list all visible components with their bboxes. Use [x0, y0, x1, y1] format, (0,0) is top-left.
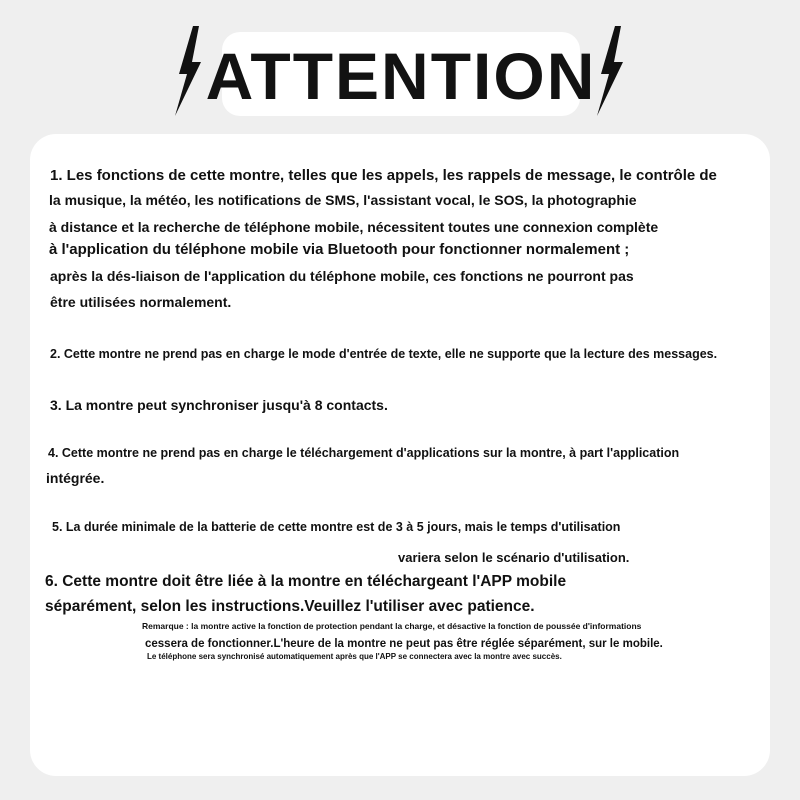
notice-item-5-line-2: variera selon le scénario d'utilisation. [398, 550, 630, 565]
page-title: ATTENTION [205, 39, 597, 113]
remark-line-1: Remarque : la montre active la fonction de protection pendant la charge, et désactive la fonction de poussée d'informations [142, 621, 642, 631]
notice-item-1-line-4: à l'application du téléphone mobile via Bluetooth pour fonctionner normalement ; [49, 241, 630, 258]
lightning-bolt-icon [594, 26, 626, 116]
notice-item-5-line-1: 5. La durée minimale de la batterie de cette montre est de 3 à 5 jours, mais le temps d'utilisation [52, 520, 621, 534]
notice-item-4-line-1: 4. Cette montre ne prend pas en charge le téléchargement d'applications sur la montre, à part l'application [48, 446, 680, 460]
notice-item-1-line-5: après la dés-liaison de l'application du téléphone mobile, ces fonctions ne pourront pas [50, 268, 634, 284]
notice-item-6-line-2: séparément, selon les instructions.Veuillez l'utiliser avec patience. [45, 598, 535, 615]
notice-item-1-line-6: être utilisées normalement. [50, 294, 232, 310]
lightning-bolt-icon [172, 26, 204, 116]
header [0, 0, 800, 130]
notice-item-6-line-1: 6. Cette montre doit être liée à la montre en téléchargeant l'APP mobile [45, 573, 567, 590]
notice-item-1-line-1: 1. Les fonctions de cette montre, telles que les appels, les rappels de message, le contrôle de [50, 167, 717, 184]
notice-item-2: 2. Cette montre ne prend pas en charge le mode d'entrée de texte, elle ne supporte que la lecture des messages. [50, 347, 718, 361]
remark-line-3: Le téléphone sera synchronisé automatiquement après que l'APP se connectera avec la montre avec succès. [147, 652, 562, 661]
notice-item-3: 3. La montre peut synchroniser jusqu'à 8 contacts. [50, 397, 388, 413]
title-box [205, 32, 597, 116]
notice-item-4-line-2: intégrée. [46, 470, 105, 486]
notice-item-1-line-3: à distance et la recherche de téléphone mobile, nécessitent toutes une connexion complète [49, 219, 659, 235]
notice-item-1-line-2: la musique, la météo, les notifications de SMS, l'assistant vocal, le SOS, la photographie [49, 192, 637, 208]
remark-line-2: cessera de fonctionner.L'heure de la montre ne peut pas être réglée séparément, sur le mobile. [145, 638, 663, 650]
